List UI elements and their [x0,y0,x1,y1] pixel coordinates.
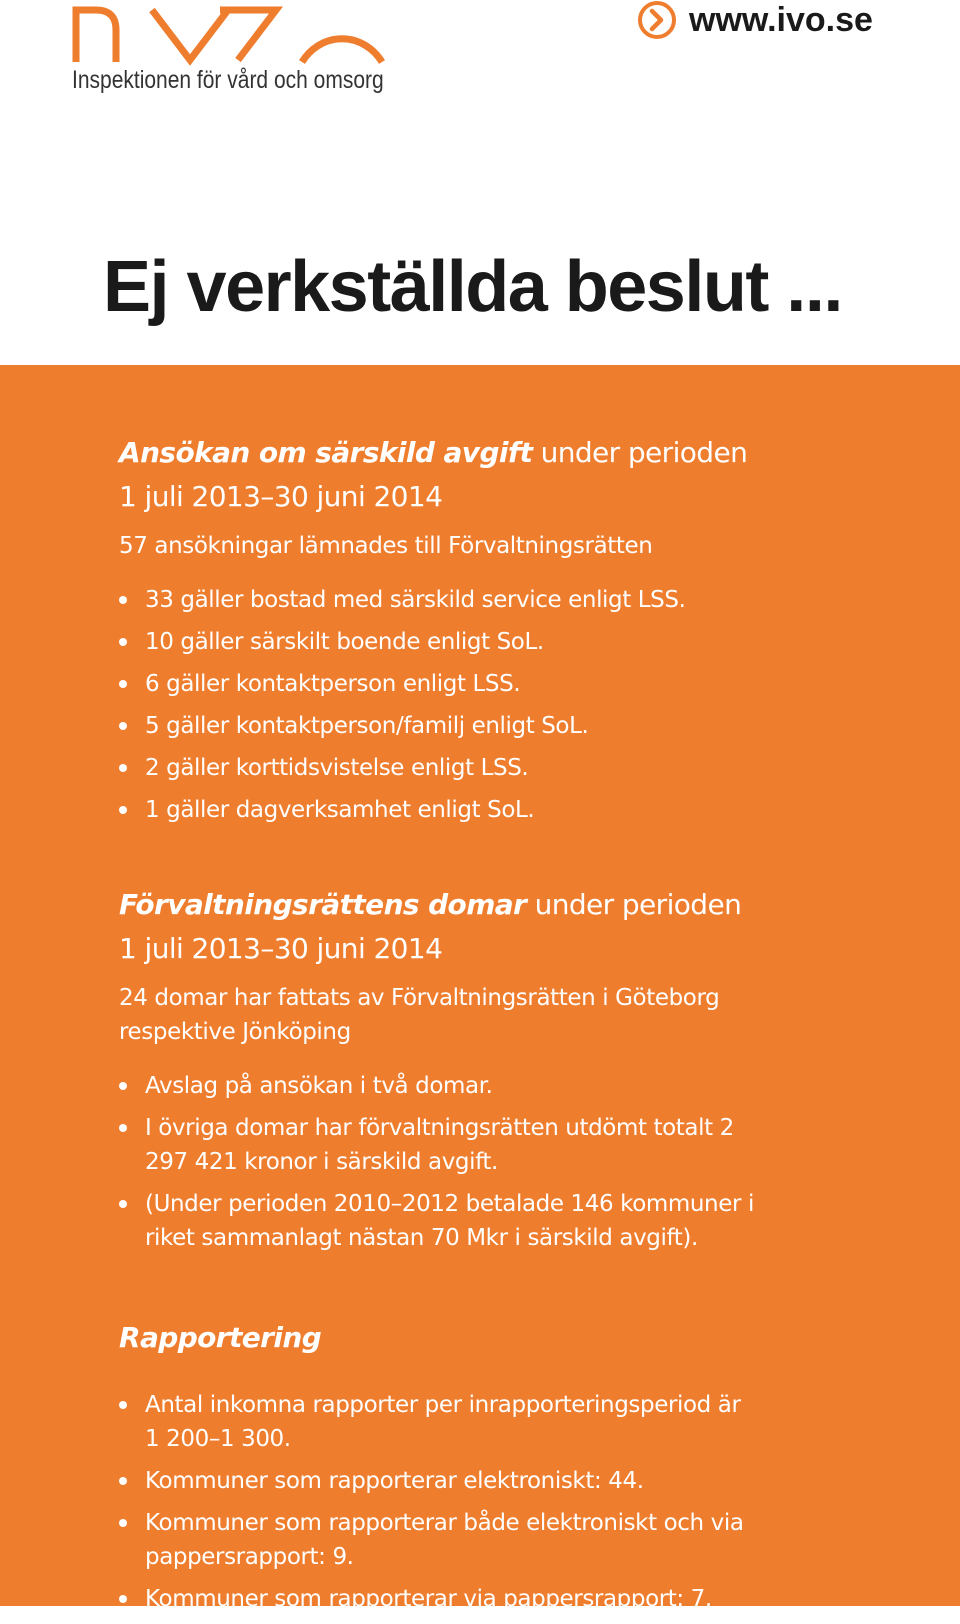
list-item: 1 gäller dagverksamhet enligt SoL. [119,793,919,827]
list-item: Antal inkomna rapporter per inrapporteringsperiod är 1 200–1 300. [119,1388,759,1456]
website-url[interactable]: www.ivo.se [689,0,873,39]
logo-text: Inspektionen för vård och omsorg [72,66,384,94]
section-heading [119,431,919,519]
page-title: Ej verkställda beslut ... [103,247,842,327]
section-heading [119,883,919,971]
list-item: (Under perioden 2010–2012 betalade 146 kommuner i riket sammanlagt nästan 70 Mkr i särskild avgift). [119,1187,779,1255]
list-item: Kommuner som rapporterar både elektroniskt och via pappersrapport: 9. [119,1506,759,1574]
heading-emphasis: Förvaltningsrättens domar [119,888,527,921]
heading-period: 1 juli 2013–30 juni 2014 [119,932,443,965]
heading-rest: under perioden [532,436,748,469]
page-header [0,0,960,365]
section-intro [119,981,919,1049]
list-item: 5 gäller kontaktperson/familj enligt SoL. [119,709,919,743]
section-reporting [119,1316,919,1624]
list-item: Kommuner som rapporterar via pappersrapport: 7. [119,1582,759,1616]
heading-rest: under perioden [526,888,742,921]
list-item: 2 gäller korttidsvistelse enligt LSS. [119,751,919,785]
content-panel [0,365,960,1612]
chevron-right-icon [637,0,677,40]
heading-period: 1 juli 2013–30 juni 2014 [119,480,443,513]
list-item: 10 gäller särskilt boende enligt SoL. [119,625,919,659]
list-item: 33 gäller bostad med särskild service enligt LSS. [119,583,919,617]
heading-emphasis: Rapportering [119,1321,322,1354]
bullet-list [119,583,919,827]
section-court-rulings [119,883,919,1263]
section-heading [119,1316,919,1360]
list-item: Avslag på ansökan i två domar. [119,1069,779,1103]
bullet-list [119,1388,759,1616]
ivo-logo [70,2,390,68]
list-item: I övriga domar har förvaltningsrätten utdömt totalt 2 297 421 kronor i särskild avgift. [119,1111,779,1179]
section-intro: 57 ansökningar lämnades till Förvaltningsrätten [119,533,653,559]
bullet-list [119,1069,779,1255]
section-special-fee [119,431,919,835]
list-item: 6 gäller kontaktperson enligt LSS. [119,667,919,701]
intro-line: respektive Jönköping [119,1019,351,1045]
intro-line: 24 domar har fattats av Förvaltningsrätten i Göteborg [119,985,720,1011]
heading-emphasis: Ansökan om särskild avgift [119,436,533,469]
list-item: Kommuner som rapporterar elektroniskt: 44. [119,1464,759,1498]
website-link[interactable] [637,0,873,40]
